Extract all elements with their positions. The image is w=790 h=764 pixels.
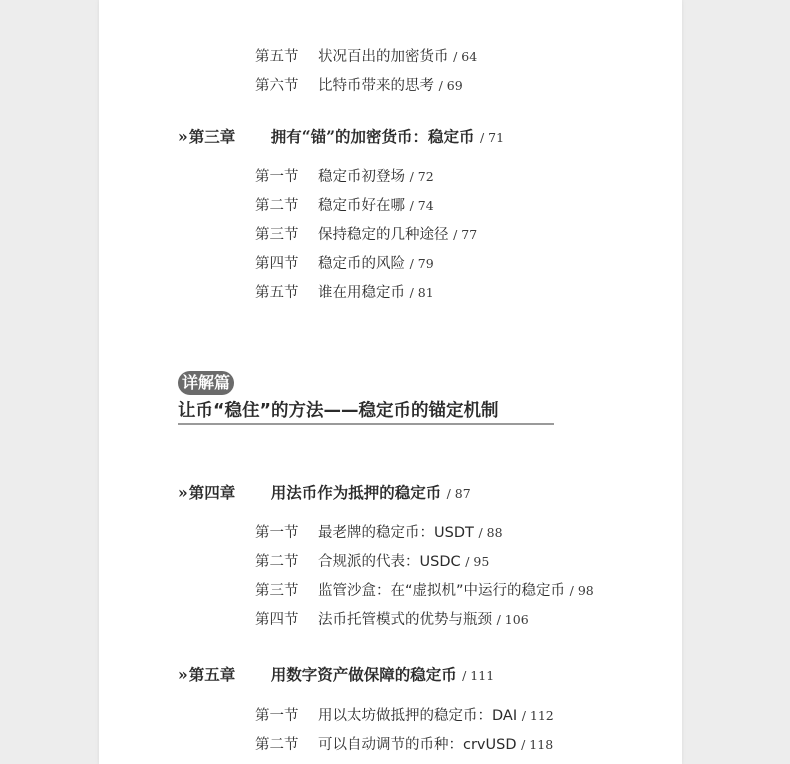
chapter-arrow-icon: » <box>178 483 188 502</box>
toc-entry-section: 第四节 稳定币的风险 / 79 <box>255 256 434 272</box>
toc-entry-chapter: »第四章 用法币作为抵押的稳定币 / 87 <box>178 483 471 502</box>
chapter-arrow-icon: » <box>178 665 188 684</box>
toc-entry-section: 第五节 状况百出的加密货币 / 64 <box>255 49 478 65</box>
part-title-underline <box>178 423 554 425</box>
toc-entry-section: 第二节 可以自动调节的币种：crvUSD / 118 <box>255 737 554 753</box>
chapter-arrow-icon: » <box>178 127 188 146</box>
toc-entry-section: 第三节 监管沙盒：在“虚拟机”中运行的稳定币 / 98 <box>255 583 594 599</box>
toc-entry-section: 第六节 比特币带来的思考 / 69 <box>255 78 463 94</box>
toc-entry-section: 第二节 合规派的代表：USDC / 95 <box>255 554 490 570</box>
part-badge: 详解篇 <box>178 371 234 395</box>
toc-entry-chapter: »第五章 用数字资产做保障的稳定币 / 111 <box>178 665 495 684</box>
toc-entry-section: 第五节 谁在用稳定币 / 81 <box>255 285 434 301</box>
part-title: 让币“稳住”的方法——稳定币的锚定机制 <box>178 401 499 421</box>
toc-entry-section: 第三节 保持稳定的几种途径 / 77 <box>255 227 478 243</box>
toc-entry-chapter: »第三章 拥有“锚”的加密货币：稳定币 / 71 <box>178 127 505 146</box>
toc-entry-section: 第一节 稳定币初登场 / 72 <box>255 169 434 185</box>
toc-entry-section: 第一节 用以太坊做抵押的稳定币：DAI / 112 <box>255 708 554 724</box>
toc-entry-section: 第四节 法币托管模式的优势与瓶颈 / 106 <box>255 612 529 628</box>
toc-entry-section: 第二节 稳定币好在哪 / 74 <box>255 198 434 214</box>
toc-entry-section: 第一节 最老牌的稳定币：USDT / 88 <box>255 525 503 541</box>
